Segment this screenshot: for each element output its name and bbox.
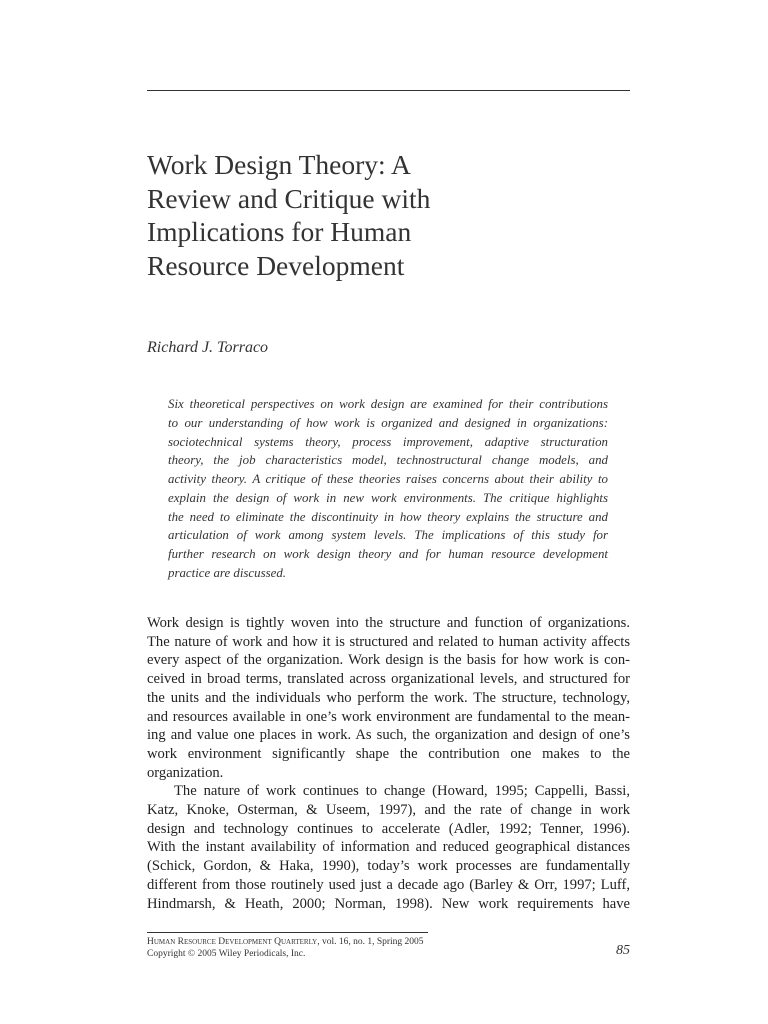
abstract-line: further research on work design theory and for human resource development — [168, 547, 608, 561]
body-line: organization. — [147, 764, 224, 781]
body-line: The nature of work and how it is structured and related to human activity affects — [147, 633, 630, 650]
abstract-line: explain the design of work in new work environments. The critique highlights — [168, 490, 608, 505]
body-line: With the instant availability of information and reduced geographical distances — [147, 839, 630, 856]
abstract-line: the need to eliminate the discontinuity in how theory explains the structure and — [168, 509, 608, 524]
page-number: 85 — [616, 943, 630, 958]
body-line: every aspect of the organization. Work design is the basis for how work is con- — [147, 652, 630, 669]
body-line: ing and value one places in work. As such, the organization and design of one’s — [147, 727, 630, 744]
body-text — [147, 614, 630, 913]
copyright: Copyright © 2005 Wiley Periodicals, Inc. — [147, 948, 306, 959]
abstract-line: practice are discussed. — [168, 565, 287, 580]
abstract-line: sociotechnical systems theory, process improvement, adaptive structuration — [168, 434, 608, 449]
body-line: work environment significantly shape the contribution one makes to the — [147, 745, 630, 762]
title-line: Resource Development — [147, 249, 405, 281]
footer — [147, 937, 424, 960]
body-line: different from those routinely used just a decade ago (Barley & Orr, 1997; Luff, — [147, 876, 630, 893]
title-line: Review and Critique with — [147, 182, 431, 214]
header-rule — [147, 90, 630, 91]
title-line: Work Design Theory: A — [147, 149, 411, 180]
body-line: Work design is tightly woven into the structure and function of organizations. — [147, 615, 630, 631]
journal-citation — [147, 937, 424, 949]
author-name: Richard J. Torraco — [147, 339, 269, 356]
journal-name: Human Resource Development Quarterly — [147, 937, 318, 947]
article-title — [147, 148, 507, 282]
journal-volume: , vol. 16, no. 1, Spring 2005 — [317, 937, 424, 947]
abstract-line: activity theory. A critique of these theories raises concerns about their ability to — [168, 472, 608, 486]
body-line: and resources available in one’s work environment are fundamental to the mean- — [147, 708, 630, 725]
body-line: Hindmarsh, & Heath, 2000; Norman, 1998). New work requirements have — [147, 895, 630, 912]
title-line: Implications for Human — [147, 216, 412, 247]
body-line: The nature of work continues to change (Howard, 1995; Cappelli, Bassi, — [174, 783, 630, 800]
abstract-line: Six theoretical perspectives on work design are examined for their contributions — [168, 397, 608, 411]
body-line: ceived in broad terms, translated across organizational levels, and structured for — [147, 671, 630, 688]
abstract-line: articulation of work among system levels. The implications of this study for — [168, 528, 608, 543]
abstract-line: to our understanding of how work is organized and designed in organizations: — [168, 415, 608, 430]
body-line: Katz, Knoke, Osterman, & Useem, 1997), and the rate of change in work — [147, 802, 630, 819]
footer-rule — [147, 932, 428, 933]
abstract-line: theory, the job characteristics model, technostructural change models, and — [168, 453, 608, 468]
body-line: design and technology continues to accelerate (Adler, 1992; Tenner, 1996). — [147, 820, 630, 837]
abstract — [168, 395, 608, 583]
body-line: (Schick, Gordon, & Haka, 1990), today’s work processes are fundamentally — [147, 858, 630, 875]
body-line: the units and the individuals who perform the work. The structure, technology, — [147, 689, 630, 706]
